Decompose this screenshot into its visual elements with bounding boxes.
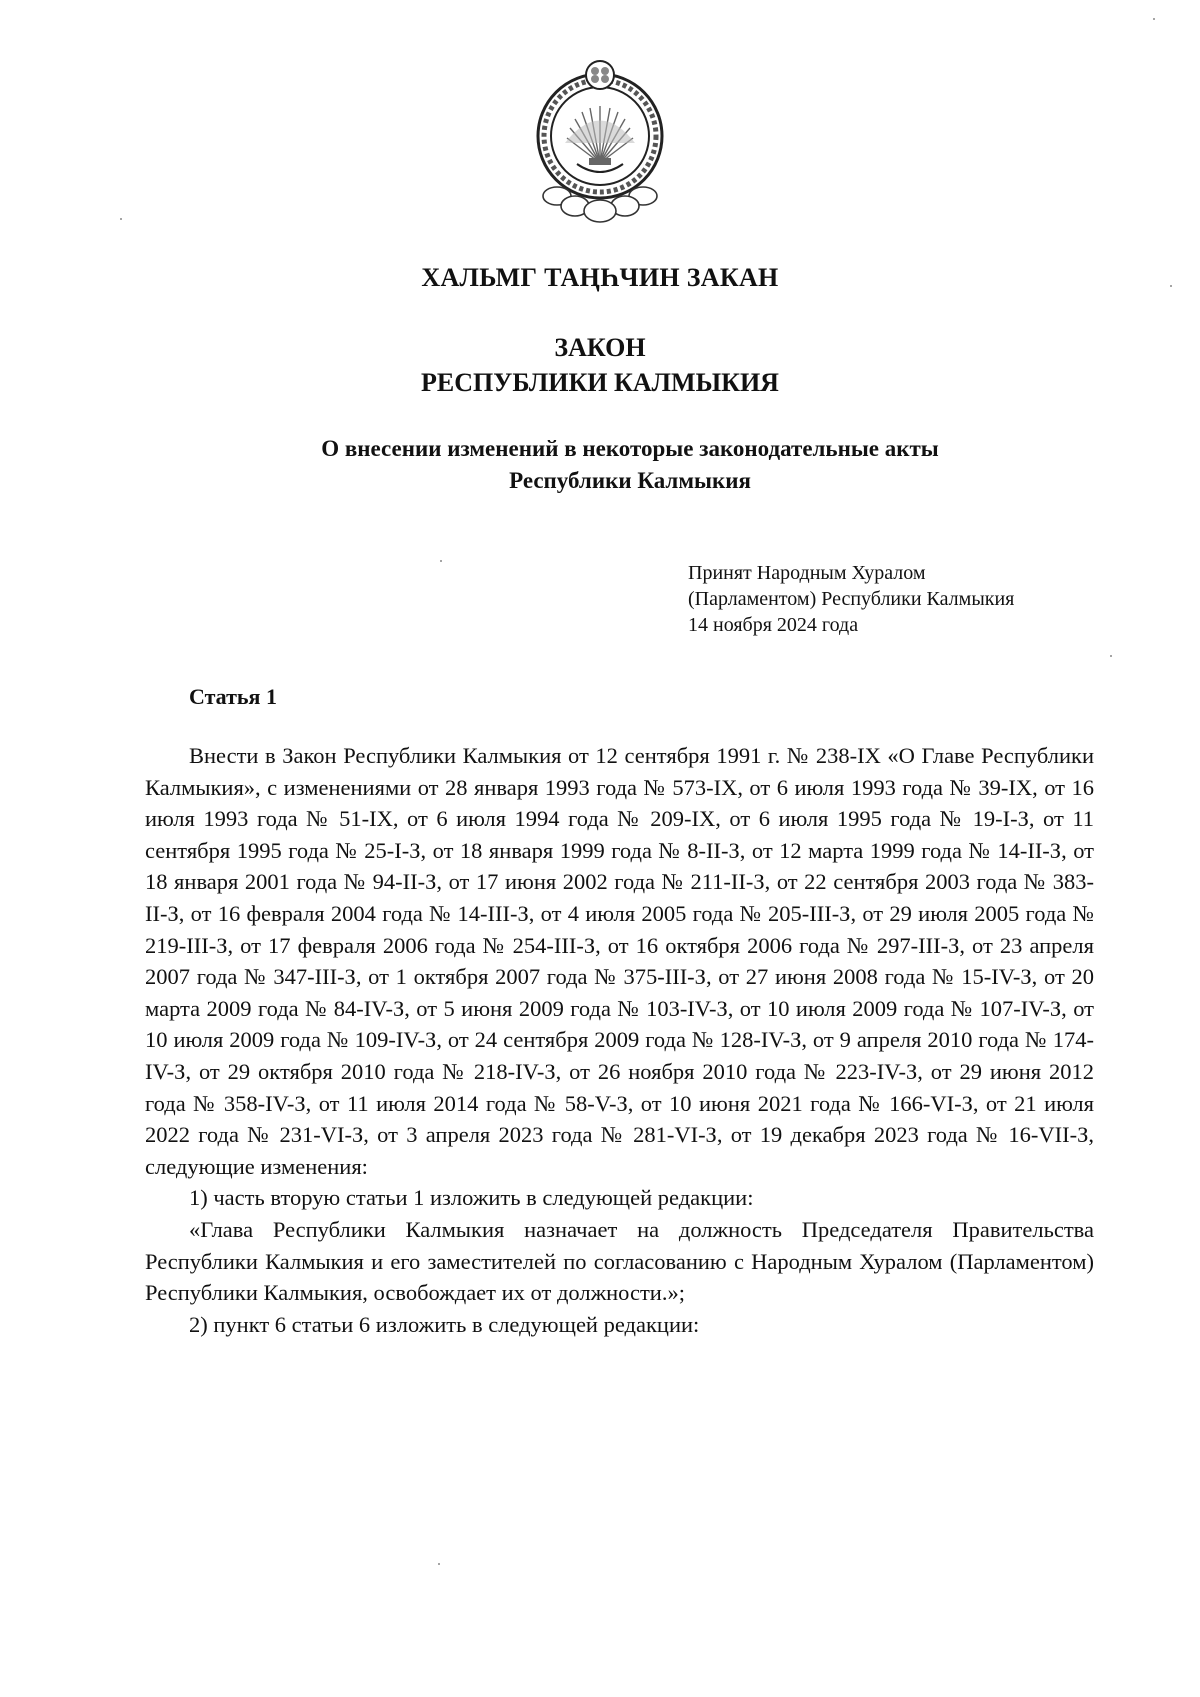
- title-republic: РЕСПУБЛИКИ КАЛМЫКИЯ: [421, 368, 779, 397]
- coat-of-arms-emblem-icon: [527, 58, 673, 228]
- article-heading: Статья 1: [189, 684, 277, 709]
- amendment-item: 2) пункт 6 статьи 6 изложить в следующей редакции:: [189, 1311, 700, 1337]
- title-law: ЗАКОН: [554, 333, 646, 362]
- law-subtitle: [230, 433, 1030, 497]
- title-kalmyk: ХАЛЬМГ ТАҢҺЧИН ЗАКАН: [421, 263, 779, 292]
- subtitle-line-1: О внесении изменений в некоторые законодательные акты: [321, 436, 939, 461]
- scan-speck: [438, 1563, 440, 1565]
- scan-speck: [440, 560, 442, 562]
- article-intro-paragraph: Внести в Закон Республики Калмыкия от 12 сентября 1991 г. № 238-IX «О Главе Республики Калмыкия», с изменениями от 28 января 1993 года № 573-IX, от 6 июля 1993 года № 39-IX, от 16 июля 1993 года № 51-IX, от 6 июля 1994 года № 209-IX, от 6 июля 1995 года № 19-I-З, от 11 сентября 1995 года № 25-I-З, от 18 января 1999 года № 8-II-З, от 12 марта 1999 года № 14-II-З, от 18 января 2001 года № 94-II-З, от 17 июня 2002 года № 211-II-З, от 22 сентября 2003 года № 383-II-З, от 16 февраля 2004 года № 14-III-З, от 4 июля 2005 года № 205-III-З, от 29 июля 2005 года № 219-III-З, от 17 февраля 2006 года № 254-III-З, от 16 октября 2006 года № 297-III-З, от 23 апреля 2007 года № 347-III-З, от 1 октября 2007 года № 375-III-З, от 27 июня 2008 года № 15-IV-З, от 20 марта 2009 года № 84-IV-З, от 5 июня 2009 года № 103-IV-З, от 10 июля 2009 года № 107-IV-З, от 10 июля 2009 года № 109-IV-З, от 24 сентября 2009 года № 128-IV-З, от 9 апреля 2010 года № 174-IV-З, от 29 октября 2010 года № 218-IV-З, от 26 ноября 2010 года № 223-IV-З, от 29 июня 2012 года № 358-IV-З, от 11 июля 2014 года № 58-V-З, от 10 июня 2021 года № 166-VI-З, от 21 июля 2022 года № 231-VI-З, от 3 апреля 2023 года № 281-VI-З, от 19 декабря 2023 года № 16-VII-З, следующие изменения:: [145, 743, 1094, 1179]
- amendment-quote: «Глава Республики Калмыкия назначает на должность Председателя Правительства Республики Калмыкия и его заместителей по согласованию с Народным Хуралом (Парламентом) Республики Калмыкия, освобождает их от должности.»;: [145, 1216, 1094, 1306]
- amendment-item: 1) часть вторую статьи 1 изложить в следующей редакции:: [189, 1185, 754, 1211]
- adoption-date: 14 ноября 2024 года: [688, 614, 859, 636]
- adoption-line-2: (Парламентом) Республики Калмыкия: [688, 588, 1015, 610]
- scan-speck: [120, 218, 122, 220]
- scan-speck: [1110, 655, 1112, 657]
- subtitle-line-2: Республики Калмыкия: [509, 468, 751, 493]
- adoption-line-1: Принят Народным Хуралом: [688, 562, 926, 584]
- scan-speck: [1153, 18, 1155, 20]
- scan-speck: [1170, 285, 1172, 287]
- article-body: [145, 740, 1094, 1340]
- adoption-note: [688, 560, 1014, 638]
